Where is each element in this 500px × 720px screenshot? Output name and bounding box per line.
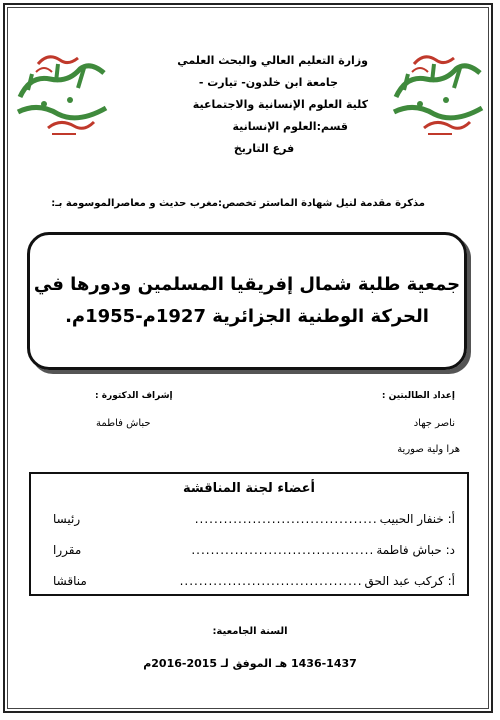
committee-member-name: د: حباش فاطمة: [376, 543, 455, 557]
committee-title: أعضاء لجنة المناقشة: [182, 481, 316, 496]
thesis-title-line-2: الحركة الوطنية الجزائرية 1927م-1955م.: [65, 306, 429, 327]
dotted-leader: ......................................: [194, 512, 378, 526]
institution-header: [140, 50, 368, 160]
committee-member-name: أ: خنفار الحبيب: [379, 512, 455, 526]
university-logo-left: [8, 42, 118, 142]
committee-member-role: رئيسا: [53, 512, 81, 526]
committee-box: [29, 472, 469, 596]
faculty-name: كلية العلوم الإنسانية والاجتماعية: [192, 98, 368, 111]
dotted-leader: ......................................: [179, 574, 363, 588]
committee-member-name: أ: كركب عبد الحق: [364, 574, 455, 588]
university-logo-right-graphic: [384, 42, 494, 142]
supervisor-label: إشراف الدكتورة :: [95, 391, 173, 401]
thesis-title-box: [27, 232, 467, 370]
university-logo-left-graphic: [8, 42, 118, 142]
memo-description: مذكرة مقدمة لنيل شهادة الماستر تخصص:مغرب حديث و معاصرالموسومة بـ:: [51, 198, 425, 209]
committee-member-role: مناقشا: [53, 574, 87, 588]
ministry-name: وزارة التعليم العالي والبحث العلمي: [177, 54, 368, 67]
committee-member-role: مقررا: [53, 543, 82, 557]
committee-member-row: [45, 543, 455, 557]
dotted-leader: ......................................: [191, 543, 375, 557]
committee-member-row: [45, 574, 455, 588]
prepared-by-label: إعداد الطالبتين :: [381, 391, 455, 401]
supervisor-name: حباش فاطمة: [96, 418, 151, 429]
student-name-2: هرا ولية صورية: [397, 444, 460, 455]
student-name-1: ناصر جهاد: [413, 418, 455, 429]
branch-name: فرع التاريخ: [233, 142, 295, 155]
department-name: قسم:العلوم الإنسانية: [232, 120, 348, 133]
thesis-title-line-1: جمعية طلبة شمال إفريقيا المسلمين ودورها في: [33, 274, 461, 295]
academic-year-value: 1436-1437 هـ الموفق لـ 2015-2016م: [143, 657, 357, 670]
academic-year-label: السنة الجامعية:: [212, 626, 288, 637]
university-name: جامعة ابن خلدون- تيارت -: [198, 76, 338, 89]
university-logo-right: [384, 42, 494, 142]
committee-member-row: [45, 512, 455, 526]
